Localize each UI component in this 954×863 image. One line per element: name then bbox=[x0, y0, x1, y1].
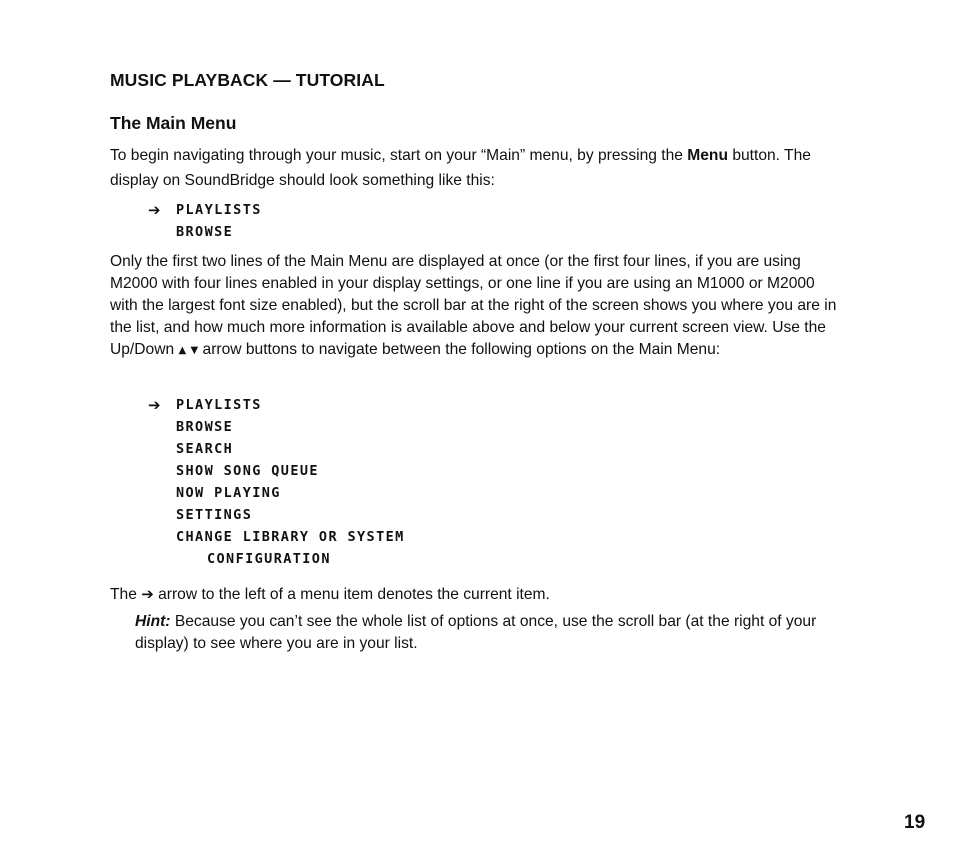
subsection-title: The Main Menu bbox=[110, 113, 237, 133]
up-arrow-icon: ▲ bbox=[178, 345, 187, 356]
down-arrow-icon: ▼ bbox=[190, 345, 199, 356]
display-line-text: SHOW SONG QUEUE bbox=[176, 463, 319, 479]
display-example-short bbox=[148, 199, 262, 243]
display-line-text: PLAYLISTS bbox=[176, 397, 262, 413]
display-line bbox=[148, 438, 405, 460]
display-line-text: CHANGE LIBRARY OR SYSTEM bbox=[176, 529, 405, 545]
intro-text-after: button. The display on SoundBridge should look something like this: bbox=[110, 147, 811, 189]
display-line bbox=[148, 526, 405, 548]
display-example-full bbox=[148, 394, 405, 570]
display-line-text: SETTINGS bbox=[176, 507, 253, 523]
current-item-arrow-icon: ➔ bbox=[141, 585, 154, 603]
display-line bbox=[148, 460, 405, 482]
section-title: MUSIC PLAYBACK — TUTORIAL bbox=[110, 70, 385, 90]
display-line-current bbox=[148, 199, 262, 221]
display-line bbox=[148, 504, 405, 526]
page-number: 19 bbox=[904, 812, 926, 833]
explanation-text-after: arrow buttons to navigate between the following options on the Main Menu: bbox=[198, 341, 721, 358]
arrow-note-text-before: The bbox=[110, 586, 142, 603]
arrow-note-paragraph bbox=[110, 582, 550, 607]
display-line-text: BROWSE bbox=[176, 224, 234, 240]
display-line-current bbox=[148, 394, 405, 416]
hint-label: Hint: bbox=[135, 613, 171, 630]
hint-text: Because you can’t see the whole list of options at once, use the scroll bar (at the right of your display) to see where you are in your list. bbox=[135, 613, 817, 652]
display-line bbox=[148, 482, 405, 504]
display-line-text: BROWSE bbox=[176, 419, 234, 435]
current-item-arrow-icon: ➔ bbox=[148, 201, 161, 219]
display-line-text: CONFIGURATION bbox=[207, 551, 331, 567]
display-line-text: SEARCH bbox=[176, 441, 234, 457]
menu-button-name: Menu bbox=[687, 147, 728, 164]
display-line-text: NOW PLAYING bbox=[176, 485, 281, 501]
display-line-continuation bbox=[148, 548, 405, 570]
explanation-text-before: Only the first two lines of the Main Menu are displayed at once (or the first four lines, if you are using M2000 with four lines enabled in your display settings, or one line if you are using an M1000 or M2000 with the largest font size enabled), but the scroll bar at the right of the screen shows you where you are in the list, and how much more information is available above and below your current screen view. Use the Up/Down bbox=[110, 253, 837, 358]
display-line bbox=[148, 416, 405, 438]
intro-paragraph bbox=[110, 143, 840, 193]
explanation-paragraph bbox=[110, 251, 838, 362]
hint-paragraph bbox=[135, 611, 825, 655]
display-line-text: PLAYLISTS bbox=[176, 202, 262, 218]
arrow-note-text-after: arrow to the left of a menu item denotes the current item. bbox=[153, 586, 550, 603]
current-item-arrow-icon: ➔ bbox=[148, 396, 161, 414]
intro-text-before: To begin navigating through your music, start on your “Main” menu, by pressing the bbox=[110, 147, 688, 164]
display-line bbox=[148, 221, 262, 243]
